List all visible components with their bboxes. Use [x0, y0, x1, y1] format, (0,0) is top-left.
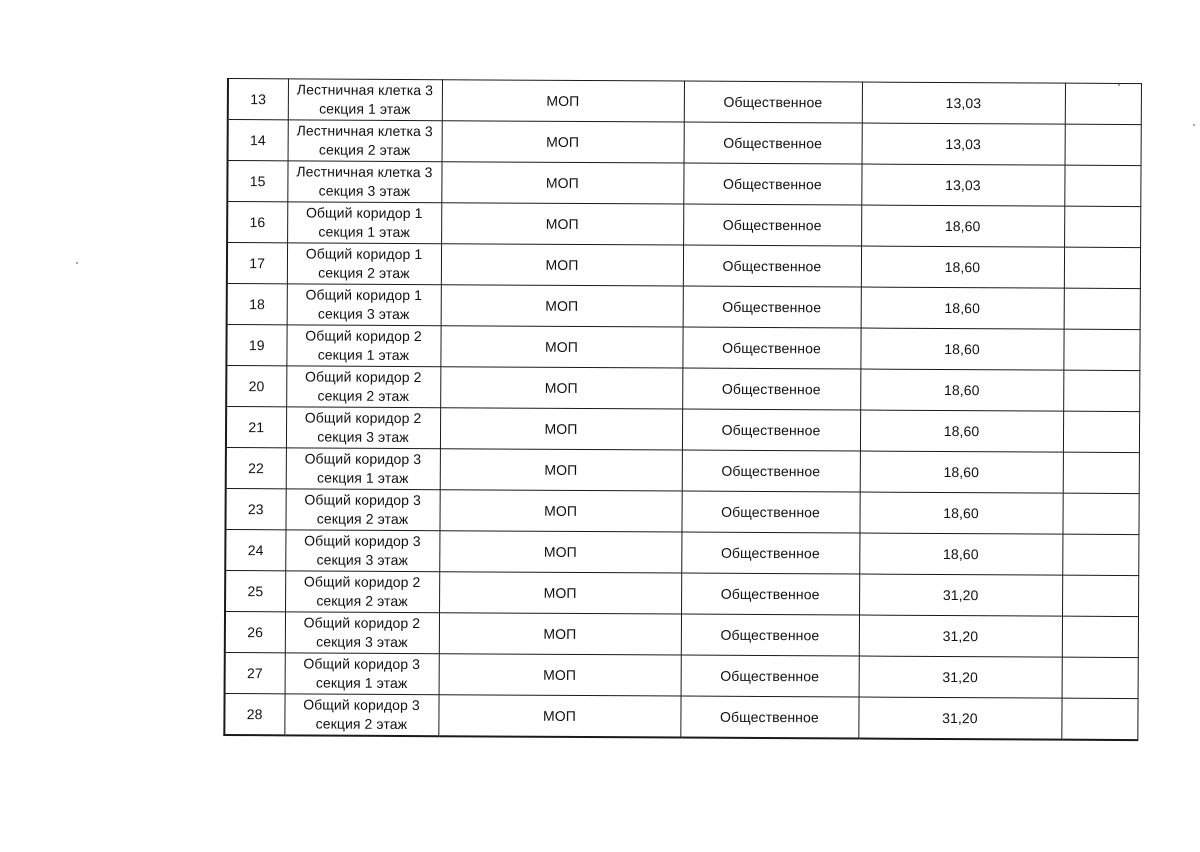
premise-type-cell: МОП: [440, 449, 682, 491]
table-row: [226, 447, 1139, 493]
table-row: [226, 325, 1139, 371]
table-row: [225, 652, 1138, 698]
premise-kind-cell: Общественное: [684, 122, 862, 164]
premise-kind-cell: Общественное: [683, 286, 861, 328]
premise-name-line-2: секция 3 этаж: [318, 182, 411, 200]
premise-name-cell: [286, 366, 440, 408]
premise-name-cell: [288, 79, 442, 121]
row-number-cell: 18: [227, 284, 287, 325]
premise-name-line-1: Общий коридор 3: [304, 532, 421, 550]
premise-area-cell: 18,60: [859, 492, 1062, 534]
premise-name-line-2: секция 2 этаж: [318, 141, 411, 159]
premise-type-cell: МОП: [442, 121, 684, 163]
row-number-cell: 19: [226, 325, 286, 366]
premise-area-cell: 13,03: [861, 164, 1064, 206]
premise-type-cell: МОП: [439, 613, 681, 655]
premise-name-line-2: секция 1 этаж: [315, 674, 408, 692]
premise-name-line-1: Общий коридор 1: [305, 245, 423, 263]
premise-name-line-2: секция 2 этаж: [315, 715, 408, 733]
premise-name-line-1: Общий коридор 3: [303, 696, 420, 714]
premise-kind-cell: Общественное: [682, 450, 860, 492]
table-row: [225, 488, 1138, 534]
premise-name-line-2: секция 3 этаж: [317, 305, 410, 323]
premise-kind-cell: Общественное: [682, 409, 860, 451]
premise-name-cell: [287, 284, 441, 326]
premise-name-line-1: Общий коридор 2: [305, 368, 422, 386]
premise-name-cell: [286, 407, 440, 449]
premise-name-line-2: секция 1 этаж: [316, 469, 409, 487]
premise-type-cell: МОП: [441, 285, 683, 327]
premise-name-cell: [286, 325, 440, 367]
premise-name-cell: [285, 653, 439, 695]
row-number-cell: 14: [228, 120, 288, 161]
premise-extra-cell: [1062, 534, 1138, 575]
premise-name-line-1: Общий коридор 3: [304, 450, 422, 468]
premise-extra-cell: [1062, 575, 1138, 616]
premise-kind-cell: Общественное: [682, 327, 860, 369]
premise-extra-cell: [1064, 206, 1140, 247]
premise-name-line-1: Лестничная клетка 3: [296, 163, 433, 181]
row-number-cell: 17: [227, 243, 287, 284]
premise-name-line-2: секция 2 этаж: [316, 510, 409, 528]
row-number-cell: 16: [227, 202, 287, 243]
premise-name-line-1: Общий коридор 2: [305, 327, 422, 345]
premise-extra-cell: [1062, 657, 1138, 698]
row-number-cell: 28: [224, 693, 284, 735]
premise-area-cell: 18,60: [861, 287, 1064, 329]
premise-area-cell: 13,03: [862, 82, 1065, 124]
row-number-cell: 21: [226, 407, 286, 448]
premises-table: [223, 78, 1141, 741]
premise-area-cell: 18,60: [860, 451, 1063, 493]
premise-area-cell: 13,03: [862, 123, 1065, 165]
premise-extra-cell: [1065, 83, 1141, 124]
premise-extra-cell: [1063, 329, 1139, 370]
premise-name-line-1: Общий коридор 3: [304, 491, 421, 509]
premise-type-cell: МОП: [440, 408, 682, 450]
premise-area-cell: 31,20: [858, 697, 1061, 740]
premise-name-line-2: секция 1 этаж: [317, 346, 410, 364]
row-number-cell: 22: [226, 447, 286, 488]
premise-type-cell: МОП: [441, 162, 683, 204]
premise-area-cell: 18,60: [861, 246, 1064, 288]
premise-extra-cell: [1064, 247, 1140, 288]
premise-type-cell: МОП: [439, 531, 681, 573]
premise-extra-cell: [1061, 698, 1137, 740]
premise-name-cell: [287, 243, 441, 285]
table-row: [226, 366, 1139, 412]
premise-name-line-1: Общий коридор 3: [303, 655, 421, 673]
premise-name-line-2: секция 3 этаж: [317, 428, 409, 446]
premise-kind-cell: Общественное: [681, 491, 859, 533]
row-number-cell: 26: [225, 611, 285, 652]
premise-name-line-2: секция 1 этаж: [319, 100, 411, 118]
premises-table-body: [224, 79, 1141, 741]
premise-name-line-2: секция 3 этаж: [316, 633, 408, 651]
premise-area-cell: 18,60: [860, 369, 1063, 411]
premise-extra-cell: [1064, 165, 1140, 206]
premise-name-cell: [285, 530, 439, 572]
premise-area-cell: 31,20: [859, 615, 1062, 657]
premise-kind-cell: Общественное: [681, 573, 859, 615]
premise-area-cell: 31,20: [859, 574, 1062, 616]
premise-type-cell: МОП: [438, 695, 680, 738]
premise-name-line-1: Общий коридор 2: [303, 614, 421, 632]
premise-name-cell: [284, 694, 438, 736]
table-row: [225, 611, 1138, 657]
premise-kind-cell: Общественное: [682, 368, 860, 410]
table-row: [227, 243, 1140, 289]
premise-type-cell: МОП: [441, 203, 683, 245]
table-row: [225, 529, 1138, 575]
premise-type-cell: МОП: [440, 367, 682, 409]
table-row: [225, 570, 1138, 616]
premise-name-line-2: секция 2 этаж: [316, 592, 408, 610]
premise-type-cell: МОП: [440, 326, 682, 368]
premise-type-cell: МОП: [441, 244, 683, 286]
premise-kind-cell: Общественное: [681, 532, 859, 574]
premise-name-cell: [285, 612, 439, 654]
premise-type-cell: МОП: [439, 490, 681, 532]
premise-name-line-1: Общий коридор 1: [305, 286, 423, 304]
premise-type-cell: МОП: [439, 572, 681, 614]
premise-name-cell: [287, 161, 441, 203]
row-number-cell: 24: [225, 529, 285, 570]
premise-kind-cell: Общественное: [683, 163, 861, 205]
premise-area-cell: 31,20: [859, 656, 1062, 698]
row-number-cell: 15: [227, 161, 287, 202]
premise-area-cell: 18,60: [861, 205, 1064, 247]
premise-name-line-1: Общий коридор 1: [305, 204, 423, 222]
premise-name-cell: [286, 448, 440, 490]
premise-kind-cell: Общественное: [683, 245, 861, 287]
premise-name-line-1: Общий коридор 2: [304, 409, 422, 427]
table-row: [227, 161, 1140, 207]
table-row: [228, 120, 1141, 166]
premise-kind-cell: Общественное: [681, 655, 859, 697]
premise-name-cell: [287, 202, 441, 244]
premise-area-cell: 18,60: [860, 328, 1063, 370]
premise-kind-cell: Общественное: [683, 204, 861, 246]
scan-speck: [1193, 124, 1195, 126]
row-number-cell: 23: [225, 488, 285, 529]
premise-name-cell: [288, 120, 442, 162]
premise-name-line-2: секция 1 этаж: [318, 223, 410, 241]
premise-name-line-2: секция 3 этаж: [316, 551, 409, 569]
premise-name-line-1: Общий коридор 2: [303, 573, 421, 591]
row-number-cell: 13: [228, 79, 288, 120]
premise-name-line-1: Лестничная клетка 3: [296, 122, 433, 140]
premise-kind-cell: Общественное: [680, 696, 858, 738]
premise-kind-cell: Общественное: [684, 81, 862, 123]
row-number-cell: 20: [226, 366, 286, 407]
premise-name-cell: [285, 489, 439, 531]
premise-extra-cell: [1065, 124, 1141, 165]
row-number-cell: 25: [225, 570, 285, 611]
premise-name-line-1: Лестничная клетка 3: [296, 81, 434, 99]
table-row: [226, 407, 1139, 453]
premise-extra-cell: [1063, 452, 1139, 493]
table-row: [224, 693, 1137, 740]
premise-name-line-2: секция 2 этаж: [317, 387, 409, 405]
premise-extra-cell: [1062, 493, 1138, 534]
table-row: [228, 79, 1141, 125]
table-row: [227, 202, 1140, 248]
premise-extra-cell: [1063, 370, 1139, 411]
premise-extra-cell: [1063, 411, 1139, 452]
premise-extra-cell: [1064, 288, 1140, 329]
premise-type-cell: МОП: [442, 80, 684, 122]
premise-name-line-2: секция 2 этаж: [318, 264, 410, 282]
scan-speck: [76, 262, 78, 264]
premise-extra-cell: [1062, 616, 1138, 657]
premise-area-cell: 18,60: [859, 533, 1062, 575]
premise-name-cell: [285, 571, 439, 613]
premise-type-cell: МОП: [439, 654, 681, 696]
premise-kind-cell: Общественное: [681, 614, 859, 656]
row-number-cell: 27: [225, 652, 285, 693]
premise-area-cell: 18,60: [860, 410, 1063, 452]
table-row: [227, 284, 1140, 330]
